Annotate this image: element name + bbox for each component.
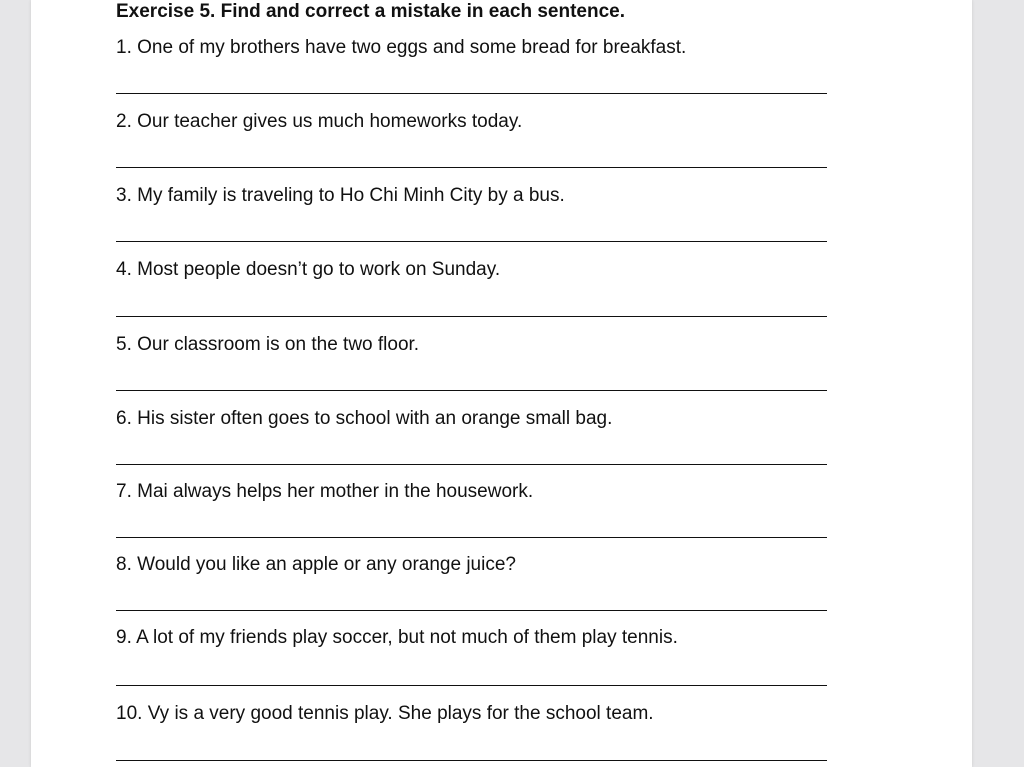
- sentence-5: 5. Our classroom is on the two floor.: [116, 334, 420, 355]
- answer-line-3[interactable]: [116, 241, 827, 242]
- answer-line-2[interactable]: [116, 167, 827, 168]
- answer-line-1[interactable]: [116, 93, 827, 94]
- sentence-4: 4. Most people doesn’t go to work on Sunday.: [116, 259, 501, 280]
- exercise-title: Exercise 5. Find and correct a mistake in each sentence.: [116, 1, 626, 22]
- answer-line-7[interactable]: [116, 537, 827, 538]
- sentence-9: 9. A lot of my friends play soccer, but not much of them play tennis.: [116, 627, 678, 648]
- answer-line-5[interactable]: [116, 390, 827, 391]
- sentence-6: 6. His sister often goes to school with an orange small bag.: [116, 408, 613, 429]
- answer-line-4[interactable]: [116, 316, 827, 317]
- sentence-10: 10. Vy is a very good tennis play. She plays for the school team.: [116, 703, 654, 724]
- sentence-7: 7. Mai always helps her mother in the housework.: [116, 481, 534, 502]
- answer-line-8[interactable]: [116, 610, 827, 611]
- answer-line-6[interactable]: [116, 464, 827, 465]
- sentence-2: 2. Our teacher gives us much homeworks today.: [116, 111, 523, 132]
- worksheet-page: [31, 0, 972, 767]
- answer-line-9[interactable]: [116, 685, 827, 686]
- answer-line-10[interactable]: [116, 760, 827, 761]
- sentence-8: 8. Would you like an apple or any orange juice?: [116, 554, 516, 575]
- sentence-1: 1. One of my brothers have two eggs and some bread for breakfast.: [116, 37, 687, 58]
- sentence-3: 3. My family is traveling to Ho Chi Minh City by a bus.: [116, 185, 565, 206]
